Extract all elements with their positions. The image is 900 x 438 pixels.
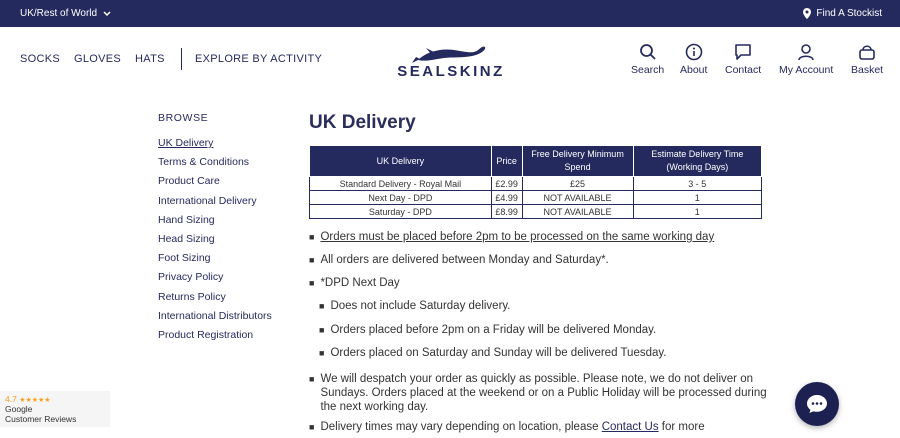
column-header: Estimate Delivery Time (Working Days) xyxy=(633,146,761,177)
contact-button[interactable] xyxy=(725,43,761,76)
basket-button[interactable] xyxy=(851,43,883,76)
chevron-down-icon xyxy=(103,11,111,17)
sidebar-item-international-delivery[interactable]: International Delivery xyxy=(158,194,257,207)
sidebar-item-terms[interactable]: Terms & Conditions xyxy=(158,156,250,169)
table-row xyxy=(310,191,762,205)
browse-heading: BROWSE xyxy=(158,112,209,124)
table-cell: £8.99 xyxy=(491,205,522,219)
table-cell: Saturday - DPD xyxy=(310,205,492,219)
chat-bubble-icon xyxy=(734,43,752,61)
table-cell: £2.99 xyxy=(491,177,522,191)
basket-icon xyxy=(858,43,876,61)
contact-us-link[interactable]: Contact Us xyxy=(601,421,659,433)
about-button[interactable] xyxy=(680,43,707,76)
sealskinz-logo[interactable] xyxy=(396,38,506,82)
basket-label: Basket xyxy=(851,64,884,76)
nav-explore-by-activity[interactable]: EXPLORE BY ACTIVITY xyxy=(195,53,323,65)
about-label: About xyxy=(680,64,708,76)
review-label: Customer Reviews xyxy=(5,414,77,424)
user-icon xyxy=(797,43,815,61)
sidebar-item-returns-policy[interactable]: Returns Policy xyxy=(158,290,226,303)
region-label: UK/Rest of World xyxy=(20,8,98,19)
main-content xyxy=(309,112,779,433)
nav-hats[interactable]: HATS xyxy=(135,53,165,65)
table-cell: 3 - 5 xyxy=(633,177,761,191)
list-item: ■ We will despatch your order as quickly as possible. Please note, we do not deliver on Sundays. Orders placed at the weekend or on a Public Holiday will be processed during the next working day. xyxy=(309,373,767,413)
star-rating-icon: ★★★★★ xyxy=(19,397,51,404)
same-day-cutoff-link[interactable]: Orders must be placed before 2pm to be processed on the same working day xyxy=(320,231,715,243)
table-cell: NOT AVAILABLE xyxy=(522,191,633,205)
sub-list-item: ■ Orders placed before 2pm on a Friday will be delivered Monday. xyxy=(319,324,657,336)
live-chat-button[interactable] xyxy=(795,382,839,426)
table-cell: 1 xyxy=(633,191,761,205)
list-item: ■ *DPD Next Day xyxy=(309,277,400,289)
map-pin-icon xyxy=(803,8,811,19)
account-button[interactable] xyxy=(779,43,833,76)
search-label: Search xyxy=(631,64,665,76)
sidebar-item-international-distributors[interactable]: International Distributors xyxy=(158,309,272,322)
table-row xyxy=(310,177,762,191)
table-cell: £25 xyxy=(522,177,633,191)
chat-icon xyxy=(806,394,828,414)
search-button[interactable] xyxy=(631,43,664,76)
find-stockist-link[interactable] xyxy=(803,8,882,19)
table-row xyxy=(310,205,762,219)
sub-list-item: ■ Orders placed on Saturday and Sunday will be delivered Tuesday. xyxy=(319,347,667,359)
column-header: UK Delivery xyxy=(310,146,492,177)
page-title: UK Delivery xyxy=(309,112,416,133)
account-label: My Account xyxy=(779,64,834,76)
delivery-table xyxy=(309,145,762,219)
column-header: Free Delivery Minimum Spend xyxy=(522,146,633,177)
table-cell: 1 xyxy=(633,205,761,219)
seal-icon xyxy=(396,38,506,66)
search-icon xyxy=(639,43,657,61)
table-cell: Standard Delivery - Royal Mail xyxy=(310,177,492,191)
sidebar-item-privacy-policy[interactable]: Privacy Policy xyxy=(158,271,224,284)
list-item: ■ All orders are delivered between Monday and Saturday*. xyxy=(309,254,609,266)
nav-socks[interactable]: SOCKS xyxy=(20,53,61,65)
sub-list-item: ■ Does not include Saturday delivery. xyxy=(319,300,511,312)
sidebar-item-uk-delivery[interactable]: UK Delivery xyxy=(158,137,214,149)
list-item: ■ Delivery times may vary depending on location, please Contact Us for more xyxy=(309,421,705,433)
sidebar-item-hand-sizing[interactable]: Hand Sizing xyxy=(158,213,215,226)
stockist-label: Find A Stockist xyxy=(816,8,882,19)
sidebar-item-foot-sizing[interactable]: Foot Sizing xyxy=(158,252,211,265)
site-header xyxy=(0,27,900,92)
table-header-row xyxy=(310,146,762,177)
table-cell: Next Day - DPD xyxy=(310,191,492,205)
sidebar-item-head-sizing[interactable]: Head Sizing xyxy=(158,232,215,245)
column-header: Price xyxy=(491,146,522,177)
nav-divider xyxy=(181,48,182,70)
review-source: Google xyxy=(5,404,33,414)
table-cell: £4.99 xyxy=(491,191,522,205)
table-cell: NOT AVAILABLE xyxy=(522,205,633,219)
contact-label: Contact xyxy=(725,64,762,76)
logo-wordmark: SEALSKINZ xyxy=(397,63,505,80)
nav-gloves[interactable]: GLOVES xyxy=(74,53,122,65)
info-icon xyxy=(685,43,703,61)
browse-sidebar xyxy=(158,112,272,348)
rating-value: 4.7 xyxy=(5,394,17,404)
google-reviews-badge[interactable] xyxy=(0,391,110,427)
region-selector[interactable] xyxy=(20,8,111,19)
sidebar-item-product-registration[interactable]: Product Registration xyxy=(158,328,254,341)
sidebar-item-product-care[interactable]: Product Care xyxy=(158,175,220,188)
top-bar xyxy=(0,0,900,27)
list-item: ■ Orders must be placed before 2pm to be processed on the same working day xyxy=(309,231,715,243)
